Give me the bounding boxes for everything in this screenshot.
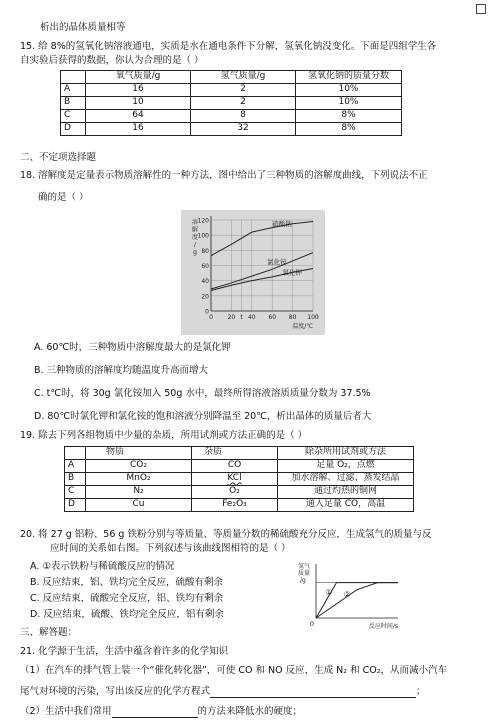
q15-stem-line2: 自实验后获得的数据，你认为合理的是（ ） [20,55,204,66]
x-tick-label: t [240,314,243,321]
q18-stem-line1: 18. 溶解度是定量表示物质溶解性的一种方法，图中给出了三种物质的溶解度曲线，下列说法不正 [20,170,428,181]
q18-stem-line2: 确的是（ ） [38,192,89,203]
x-tick-label: 40 [247,314,256,321]
y-axis-label: 氢气 [298,563,311,570]
answer-blank[interactable] [210,686,416,698]
table-cell: B [65,473,86,486]
y-axis-label: g [193,249,197,256]
q20-stem-line1: 20. 将 27 g 铝粉、56 g 铁粉分别与等质量、等质量分数的稀硫酸充分反应，生成氢气的质量与反 [20,529,432,540]
series-label: 氯化铵 [267,257,287,266]
q21-part1-text: 尾气对环境的污染，写出该反应的化学方程式 [20,686,211,698]
table-cell: 8% [296,110,402,123]
q15-stem-line1: 15. 给 8%的氢氧化钠溶液通电，实质是水在通电条件下分解，氢氧化钠没变化。下面是四组学生各 [20,41,437,52]
y-tick-label: 120 [197,217,209,225]
table-cell: 通入足量 CO，高温 [278,499,414,512]
table-row [61,123,402,136]
y-axis-label: 解 [191,226,199,234]
series-label: ② [343,589,351,599]
table-cell: C [61,110,86,123]
table-cell: B [61,97,86,110]
x-tick-label: 80 [288,314,297,321]
x-axis-label: 反应时间/s [368,623,398,630]
series-label: ① [325,588,333,597]
table-cell: Cu [86,499,192,512]
q15-table [60,70,402,136]
table-cell [192,473,278,486]
table-cell: 64 [86,110,191,123]
table-cell: 加水溶解、过滤、蒸发结晶 [278,473,414,486]
table-cell: D [65,499,86,512]
q18-option-c: C. t℃时，将 30g 氯化铵加入 50g 水中，最终所得溶液溶质质量分数为 37.5% [34,388,371,399]
q19-stem: 19. 除去下列各组物质中少量的杂质，所用试剂或方法正确的是（ ） [20,430,308,441]
q20-option-d: D. 反应结束，硫酸、铁均完全反应，铝有剩余 [30,609,224,620]
q18-option-b: B. 三种物质的溶解度均随温度升高而增大 [34,365,209,376]
table-cell: A [65,460,86,473]
y-tick-label: 80 [201,247,209,255]
x-tick-label: 20 [227,314,236,321]
table-cell: N₂ [86,486,192,499]
y-tick-label: 100 [197,232,209,240]
corner-mark [476,4,486,14]
y-axis-label: / [193,241,197,249]
series-label: 氯化钾 [282,268,302,277]
table-cell: 16 [86,123,191,136]
table-header: 氢氧化钠的质量分数 [296,71,402,84]
q21-part2-end: 的方法来降低水的硬度； [197,706,303,718]
table-cell: 10% [296,84,402,97]
table-cell: 10 [86,97,191,110]
table-row [65,486,414,499]
q21-part2-start: （2）生活中我们常用 [20,706,112,718]
solubility-chart [181,210,325,335]
x-tick-label: 60 [268,314,277,321]
table-row [65,499,414,512]
underlined-impurity: KCl [227,473,242,484]
series-label: 硝酸钠 [272,220,292,229]
table-cell: Fe₂O₃ [192,499,278,512]
y-axis-label: /g [300,577,306,584]
table-header: 除杂所用试剂或方法 [278,447,414,460]
y-tick-label: 40 [201,278,209,286]
q21-part1-line1: （1）在汽车的排气管上装一个“催化转化器”，可使 CO 和 NO 反应，生成 N₂ 和 CO₂，从而减小汽车 [20,665,448,676]
table-row [65,473,414,486]
table-cell [61,71,86,84]
table-cell: O₂ [192,486,278,499]
section-heading-3: 三、解答题： [20,627,78,638]
y-tick-label: 20 [201,293,209,301]
y-axis-label: 度 [191,234,199,241]
solubility-chart-photo [181,210,325,335]
table-header-row [61,71,402,84]
q21-part1-line2 [20,686,426,698]
table-cell: 8% [296,123,402,136]
origin-label: 0 [309,620,314,628]
q14-tail: 析出的晶体质量相等 [40,22,126,33]
q20-option-b: B. 反应结束，铝、铁均完全反应，硫酸有剩余 [30,577,224,588]
table-cell: A [61,84,86,97]
q21-part1-end: ； [416,686,426,698]
table-cell: CO₂ [86,460,192,473]
q18-option-a: A. 60℃时，三种物质中溶解度最大的是氯化钾 [34,342,231,353]
y-axis-label: 质量 [298,570,311,577]
table-header: 氧气质量/g [86,71,191,84]
y-axis-label: 溶 [191,219,199,226]
table-cell: 8 [191,110,296,123]
q21-part2 [20,706,302,718]
q20-option-a: A. ①表示铁粉与稀硫酸反应的情况 [30,561,175,572]
table-header: 杂质 [192,447,278,460]
x-tick-label: 0 [209,314,213,321]
table-cell: 2 [191,84,296,97]
table-header-row [65,447,414,460]
table-cell: 16 [86,84,191,97]
hydrogen-chart [296,558,406,630]
x-tick-label: 100 [307,314,319,321]
q20-stem-line2: 应时间的关系如右图。下列叙述与该曲线图相符的是（ ） [50,543,291,554]
table-cell: C [65,486,86,499]
table-cell: 32 [191,123,296,136]
table-cell [65,447,86,460]
table-cell: 10% [296,97,402,110]
table-row [61,97,402,110]
answer-blank[interactable] [112,706,198,718]
table-row [65,460,414,473]
q20-option-c: C. 反应结束，硫酸完全反应，铝、铁均有剩余 [30,593,224,604]
table-cell: 足量 O₂，点燃 [278,460,414,473]
table-cell: MnO₂ [86,473,192,486]
x-axis-label: 温度/℃ [292,323,313,330]
table-row [61,110,402,123]
table-cell: D [61,123,86,136]
q18-option-d: D. 80℃时氯化钾和氯化铵的饱和溶液分别降温至 20℃，析出晶体的质量后者大 [34,411,372,422]
y-tick-label: 0 [205,308,209,316]
table-header: 氢气质量/g [191,71,296,84]
table-header: 物质 [86,447,192,460]
table-cell: 2 [191,97,296,110]
table-cell: 通过灼热的铜网 [278,486,414,499]
section-heading-2: 二、不定项选择题 [20,152,97,163]
y-tick-label: 60 [201,263,209,270]
q21-stem: 21. 化学源于生活，生活中蕴含着许多的化学知识 [20,646,229,657]
q19-table [64,446,414,512]
table-row [61,84,402,97]
table-cell: CO [192,460,278,473]
